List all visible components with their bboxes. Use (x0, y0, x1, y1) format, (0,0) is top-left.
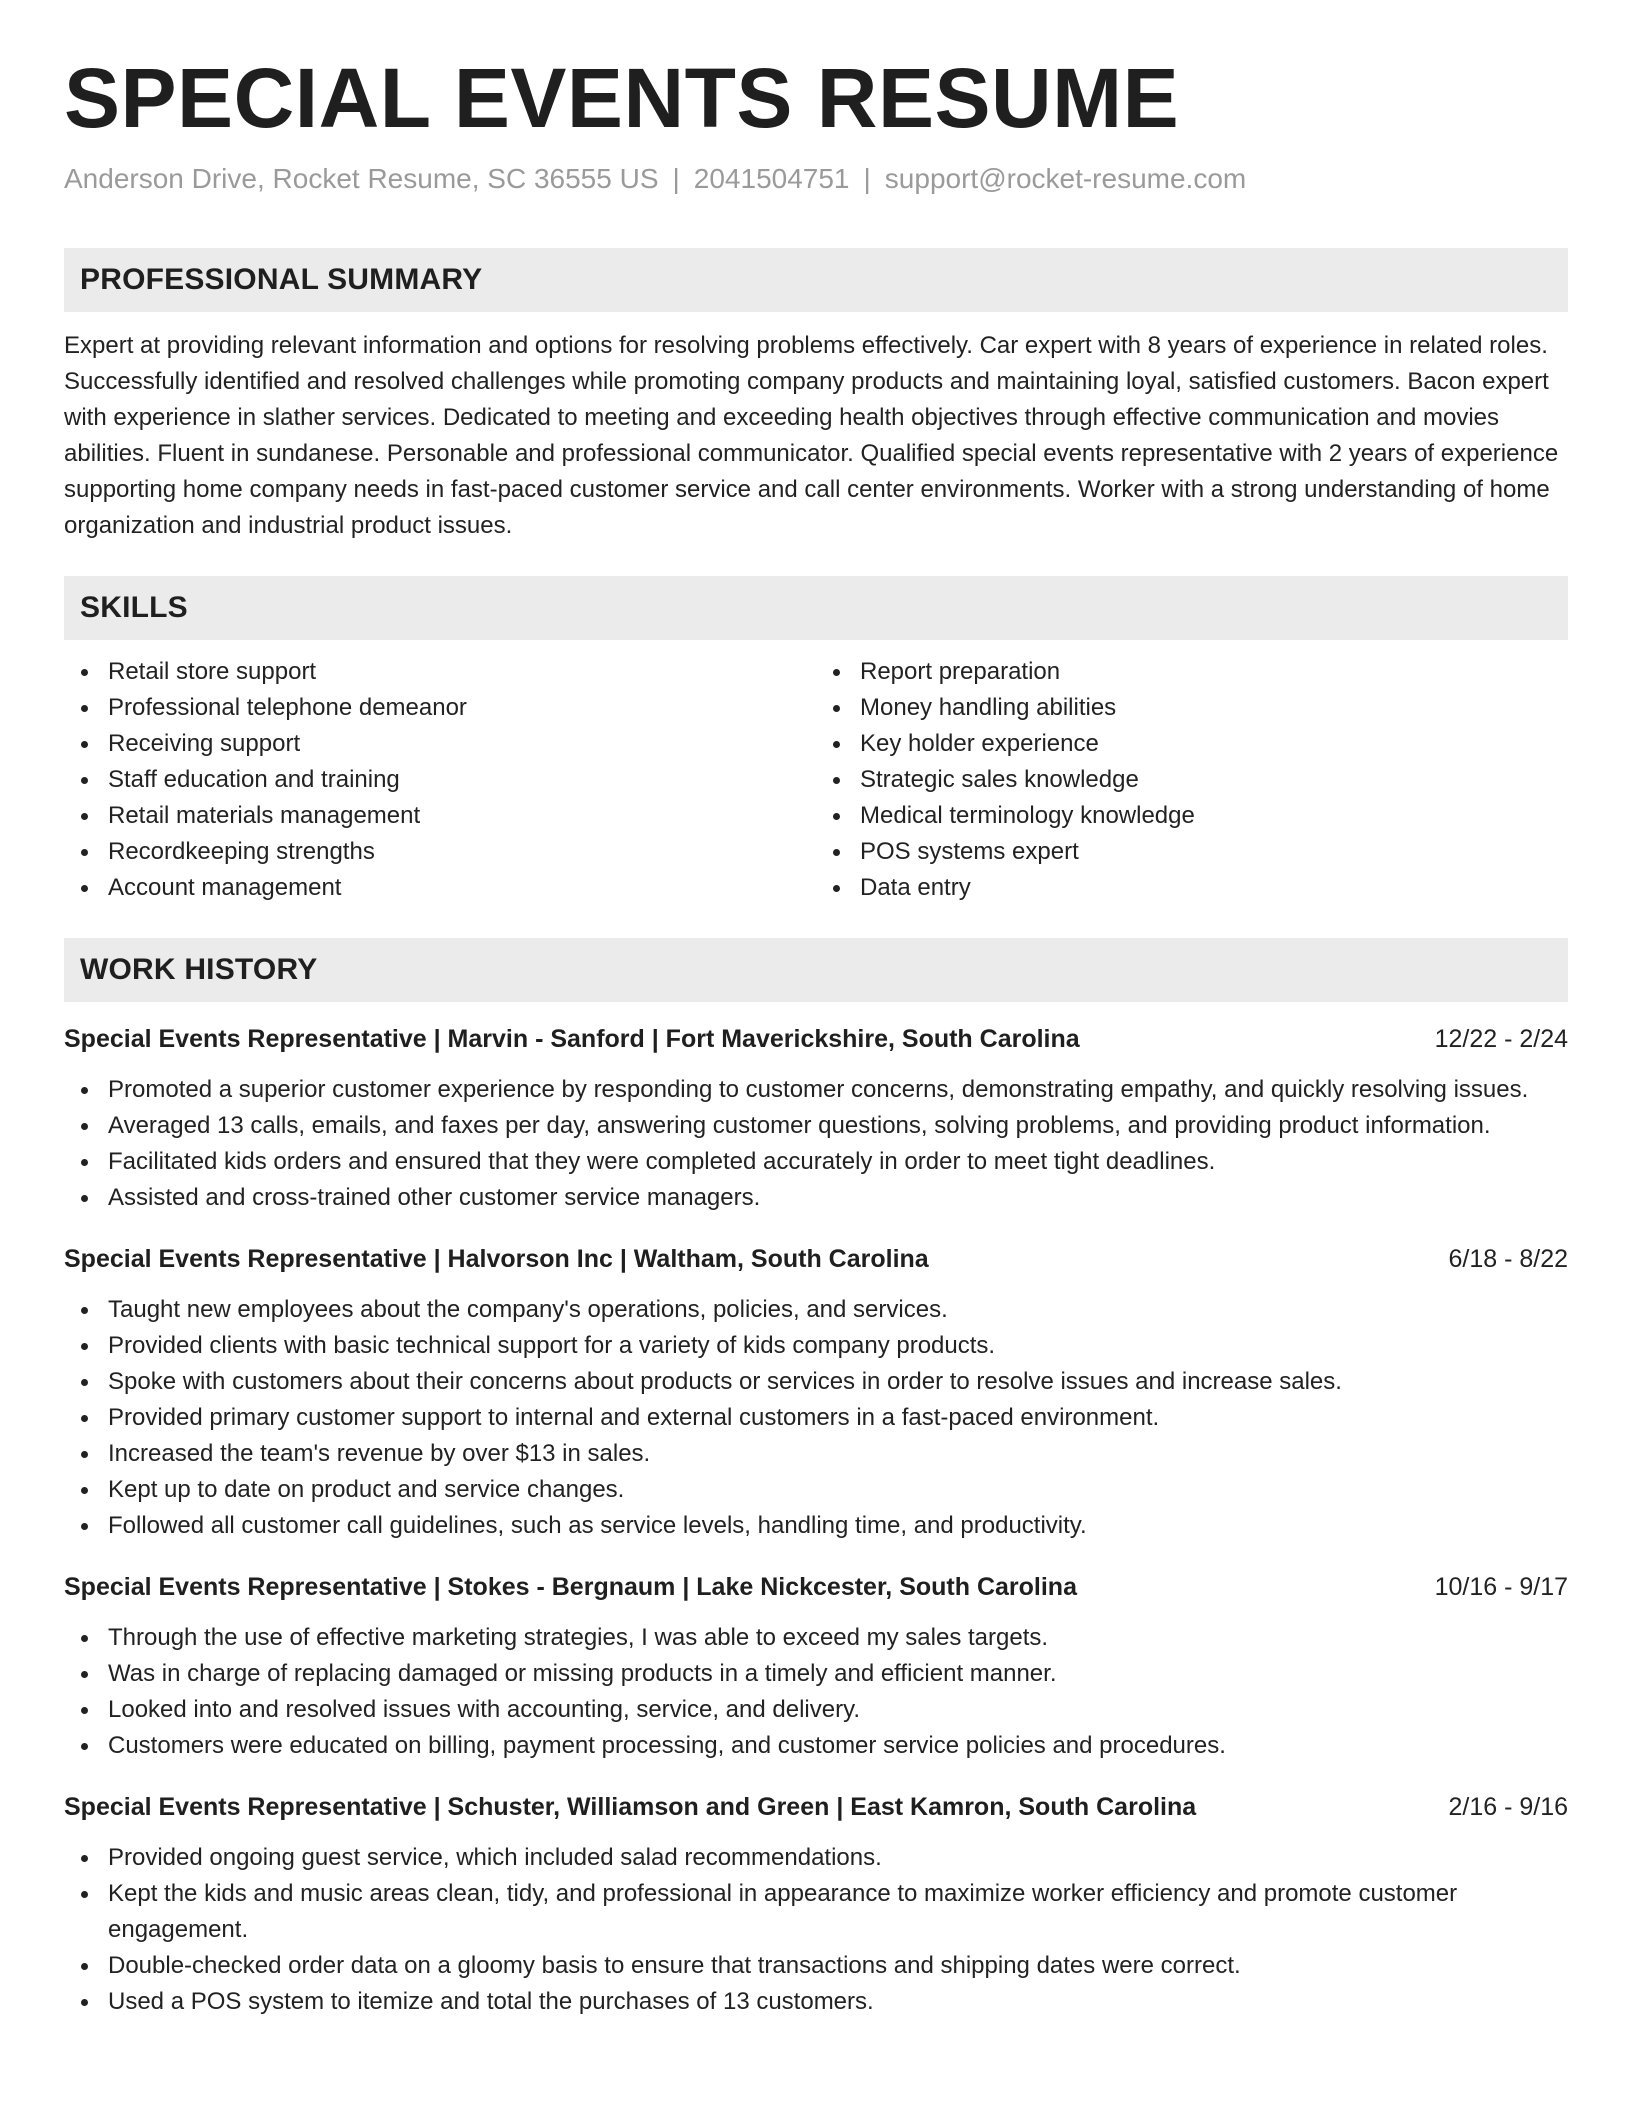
job-title: Special Events Representative | Marvin - Sanford | Fort Maverickshire, South Carolina (64, 1024, 1080, 1053)
job-bullets (64, 1620, 1568, 1764)
skill-item: Recordkeeping strengths (108, 834, 816, 870)
job-bullet: Taught new employees about the company's operations, policies, and services. (108, 1292, 1568, 1328)
job-header (64, 1790, 1568, 1824)
job-entry (64, 1022, 1568, 1216)
job-entry (64, 1570, 1568, 1764)
job-bullet: Averaged 13 calls, emails, and faxes per day, answering customer questions, solving problems, and providing product information. (108, 1108, 1568, 1144)
skill-item: POS systems expert (860, 834, 1568, 870)
job-bullet: Assisted and cross-trained other customer service managers. (108, 1180, 1568, 1216)
job-bullet: Promoted a superior customer experience by responding to customer concerns, demonstrating empathy, and quickly resolving issues. (108, 1072, 1568, 1108)
skills-column-right (816, 654, 1568, 906)
job-bullet: Kept the kids and music areas clean, tidy, and professional in appearance to maximize worker efficiency and promote customer engagement. (108, 1876, 1568, 1948)
job-dates: 10/16 - 9/17 (1434, 1572, 1568, 1601)
contact-separator: | (672, 163, 680, 195)
contact-line (64, 162, 1568, 196)
skills-list (64, 654, 1568, 906)
skill-item: Medical terminology knowledge (860, 798, 1568, 834)
summary-heading: PROFESSIONAL SUMMARY (80, 262, 483, 296)
skills-section-header (64, 576, 1568, 640)
work-history-section-header (64, 938, 1568, 1002)
job-bullets (64, 1840, 1568, 2020)
skill-item: Data entry (860, 870, 1568, 906)
skill-item: Retail store support (108, 654, 816, 690)
job-header (64, 1022, 1568, 1056)
skill-item: Receiving support (108, 726, 816, 762)
job-title: Special Events Representative | Halvorson Inc | Waltham, South Carolina (64, 1244, 929, 1273)
job-entry (64, 1242, 1568, 1544)
job-bullets (64, 1292, 1568, 1544)
skill-item: Key holder experience (860, 726, 1568, 762)
job-dates: 2/16 - 9/16 (1448, 1792, 1568, 1821)
job-header (64, 1570, 1568, 1604)
skill-item: Strategic sales knowledge (860, 762, 1568, 798)
contact-separator: | (863, 163, 871, 195)
job-bullet: Provided clients with basic technical support for a variety of kids company products. (108, 1328, 1568, 1364)
job-entry (64, 1790, 1568, 2020)
resume-title: SPECIAL EVENTS RESUME (64, 51, 1180, 145)
summary-text: Expert at providing relevant information and options for resolving problems effectively. Car expert with 8 years of experience in related roles. Successfully identified and resolved challenges while promoting company products and maintaining loyal, satisfied customers. Bacon expert with experience in slather services. Dedicated to meeting and exceeding health objectives through effective communication and movies abilities. Fluent in sundanese. Personable and professional communicator. Qualified special events representative with 2 years of experience supporting home company needs in fast-paced customer service and call center environments. Worker with a strong understanding of home organization and industrial product issues. (64, 331, 1559, 539)
job-bullets (64, 1072, 1568, 1216)
skill-item: Staff education and training (108, 762, 816, 798)
job-bullet: Customers were educated on billing, payment processing, and customer service policies and procedures. (108, 1728, 1568, 1764)
work-history-heading: WORK HISTORY (80, 952, 318, 986)
job-bullet: Kept up to date on product and service changes. (108, 1472, 1568, 1508)
contact-address: Anderson Drive, Rocket Resume, SC 36555 US (64, 163, 659, 195)
skills-column-left (64, 654, 816, 906)
skill-item: Account management (108, 870, 816, 906)
job-bullet: Double-checked order data on a gloomy basis to ensure that transactions and shipping dates were correct. (108, 1948, 1568, 1984)
skill-item: Retail materials management (108, 798, 816, 834)
job-bullet: Facilitated kids orders and ensured that they were completed accurately in order to meet tight deadlines. (108, 1144, 1568, 1180)
job-bullet: Followed all customer call guidelines, such as service levels, handling time, and productivity. (108, 1508, 1568, 1544)
job-bullet: Was in charge of replacing damaged or missing products in a timely and efficient manner. (108, 1656, 1568, 1692)
job-title: Special Events Representative | Schuster, Williamson and Green | East Kamron, South Carolina (64, 1792, 1197, 1821)
job-bullet: Provided ongoing guest service, which included salad recommendations. (108, 1840, 1568, 1876)
contact-email: support@rocket-resume.com (884, 163, 1247, 195)
contact-phone: 2041504751 (693, 163, 850, 195)
skills-heading: SKILLS (80, 590, 188, 624)
job-dates: 12/22 - 2/24 (1434, 1024, 1568, 1053)
job-bullet: Looked into and resolved issues with accounting, service, and delivery. (108, 1692, 1568, 1728)
job-dates: 6/18 - 8/22 (1448, 1244, 1568, 1273)
job-header (64, 1242, 1568, 1276)
summary-section-header (64, 248, 1568, 312)
skill-item: Report preparation (860, 654, 1568, 690)
job-bullet: Provided primary customer support to internal and external customers in a fast-paced environment. (108, 1400, 1568, 1436)
job-bullet: Increased the team's revenue by over $13 in sales. (108, 1436, 1568, 1472)
job-bullet: Through the use of effective marketing strategies, I was able to exceed my sales targets. (108, 1620, 1568, 1656)
job-title: Special Events Representative | Stokes - Bergnaum | Lake Nickcester, South Carolina (64, 1572, 1077, 1601)
skill-item: Money handling abilities (860, 690, 1568, 726)
job-bullet: Spoke with customers about their concerns about products or services in order to resolve issues and increase sales. (108, 1364, 1568, 1400)
job-bullet: Used a POS system to itemize and total the purchases of 13 customers. (108, 1984, 1568, 2020)
skill-item: Professional telephone demeanor (108, 690, 816, 726)
